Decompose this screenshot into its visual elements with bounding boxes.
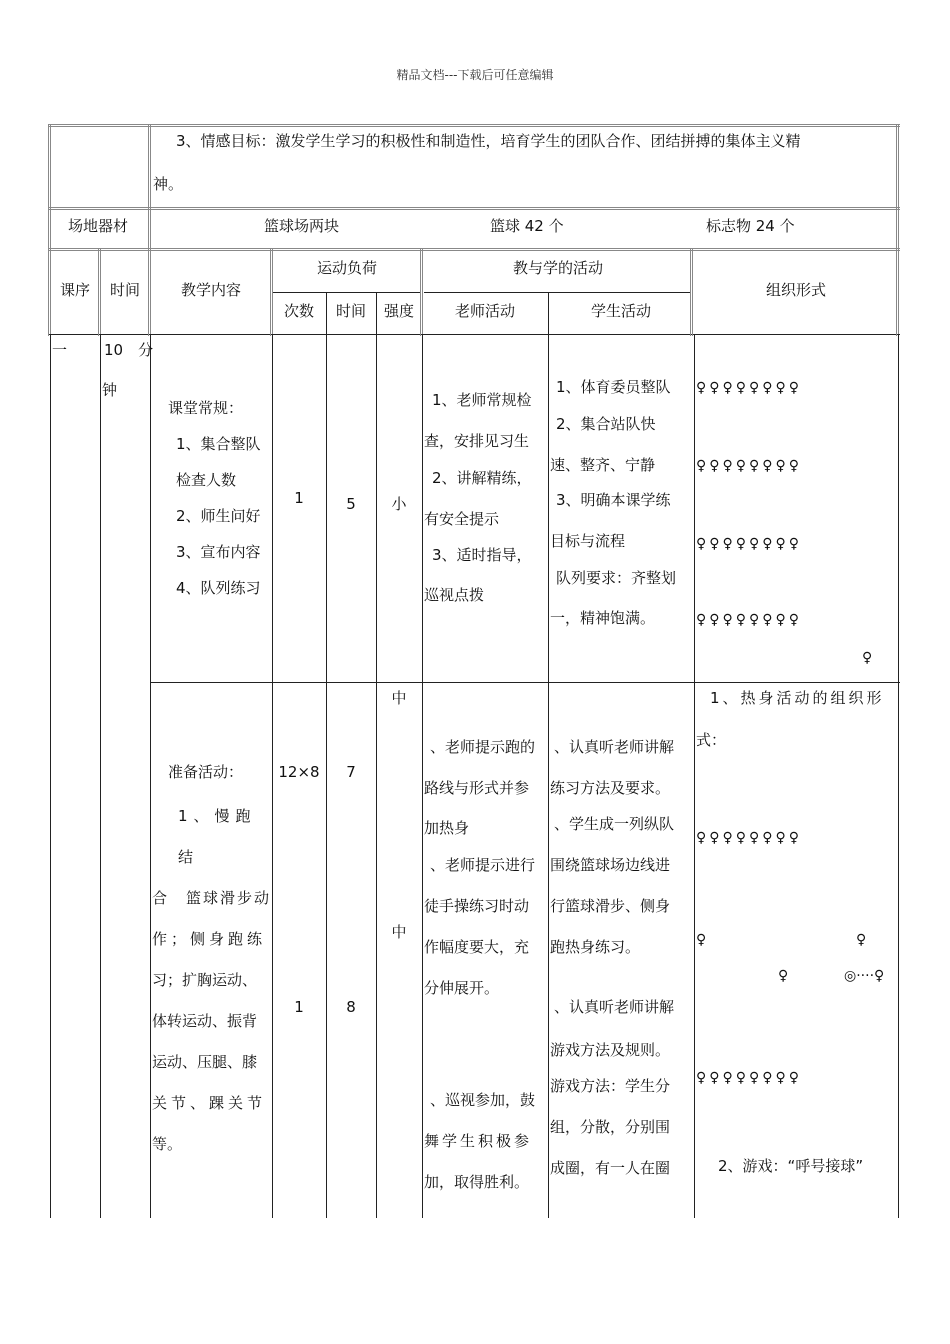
content-line: 1、集合整队: [176, 435, 261, 453]
content-line: 课堂常规：: [168, 399, 244, 417]
formation-marker-left: ♀: [696, 932, 710, 948]
game-label: 2、游戏：“呼号接球”: [718, 1157, 864, 1175]
content-line: 作；侧身跑练: [152, 930, 267, 948]
teacher-line: 舞学生积极参: [424, 1132, 533, 1150]
student-line: 、认真听老师讲解: [554, 738, 675, 756]
formation-row: ♀♀♀♀♀♀♀♀: [696, 830, 803, 846]
teacher-line: 作幅度要大，充: [424, 938, 530, 956]
student-line: 2、集合站队快: [556, 415, 656, 433]
student-line: 、认真听老师讲解: [554, 998, 675, 1016]
teacher-line: 加热身: [424, 819, 470, 837]
header-intensity: 强度: [383, 302, 414, 320]
teacher-line: 有安全提示: [424, 510, 500, 528]
teacher-line: 徒手操练习时动: [424, 897, 530, 915]
section2-count-1: 12×8: [278, 763, 320, 781]
section2-duration-2: 8: [346, 998, 356, 1016]
section1-intensity: 小: [391, 495, 407, 513]
section2-duration-1: 7: [346, 763, 356, 781]
venue-item-balls: 篮球 42 个: [490, 217, 564, 235]
content-line: 1、慢跑结: [178, 807, 257, 866]
student-line: 1、体育委员整队: [556, 378, 671, 396]
header-duration: 时间: [335, 302, 366, 320]
content-line: 等。: [152, 1135, 183, 1153]
venue-item-courts: 篮球场两块: [264, 217, 340, 235]
content-line: 4、队列练习: [176, 579, 261, 597]
header-student: 学生活动: [590, 302, 651, 320]
formation-row: ♀♀♀♀♀♀♀♀: [696, 380, 803, 396]
org-line: 1、热身活动的组织形: [710, 689, 885, 707]
student-line: 行篮球滑步、侧身: [550, 897, 671, 915]
student-line: 一，精神饱满。: [550, 609, 656, 627]
teacher-line: 分伸展开。: [424, 979, 500, 997]
section2-intensity-1: 中: [391, 689, 407, 707]
header-activities: 教与学的活动: [512, 259, 603, 277]
formation-leader: ♀: [862, 650, 876, 666]
section1-order: 一: [52, 341, 68, 359]
content-line: 3、宣布内容: [176, 543, 261, 561]
formation-row: ♀♀♀♀♀♀♀♀: [696, 536, 803, 552]
content-line: 关节、踝关节: [152, 1094, 267, 1112]
content-line: 习；扩胸运动、: [152, 971, 258, 989]
teacher-line: 、老师提示进行: [430, 856, 536, 874]
venue-item-markers: 标志物 24 个: [706, 217, 795, 235]
content-line: 检查人数: [176, 471, 237, 489]
section1-time-line: 10 分: [104, 341, 154, 359]
formation-row: ♀♀♀♀♀♀♀♀: [696, 458, 803, 474]
student-line: 3、明确本课学练: [556, 491, 671, 509]
student-line: 组，分散，分别围: [550, 1118, 671, 1136]
content-line: 2、师生问好: [176, 507, 261, 525]
header-count: 次数: [283, 302, 314, 320]
header-teacher: 老师活动: [454, 302, 515, 320]
student-line: 、学生成一列纵队: [554, 815, 675, 833]
teacher-line: 、巡视参加，鼓: [430, 1091, 536, 1109]
content-line: 体转运动、振背: [152, 1012, 258, 1030]
teacher-line: 3、适时指导，: [432, 546, 532, 564]
student-line: 速、整齐、宁静: [550, 456, 656, 474]
content-paragraph: [152, 796, 272, 1165]
content-line: 合 篮球滑步动: [152, 889, 272, 907]
student-line: 跑热身练习。: [550, 938, 641, 956]
formation-row: ♀♀♀♀♀♀♀♀: [696, 612, 803, 628]
teacher-line: 、老师提示跑的: [430, 738, 536, 756]
content-line: 准备活动：: [168, 763, 244, 781]
student-line: 队列要求：齐整划: [556, 569, 677, 587]
header-time: 时间: [109, 281, 140, 299]
formation-row: ♀♀♀♀♀♀♀♀: [696, 1070, 803, 1086]
org-line: 式：: [696, 731, 727, 749]
student-line: 目标与流程: [550, 532, 626, 550]
formation-marker-mid: ♀: [778, 968, 792, 984]
header-note: 精品文档---下载后可任意编辑: [396, 68, 554, 82]
teacher-line: 路线与形式并参: [424, 779, 530, 797]
section1-count: 1: [294, 489, 304, 507]
student-line: 围绕篮球场边线进: [550, 856, 671, 874]
header-load: 运动负荷: [316, 259, 377, 277]
formation-ball: ◎····♀: [844, 968, 885, 984]
section2-intensity-2: 中: [391, 923, 407, 941]
header-content: 教学内容: [180, 281, 241, 299]
student-line: 成圈，有一人在圈: [550, 1159, 671, 1177]
student-line: 练习方法及要求。: [550, 779, 671, 797]
section2-count-2: 1: [294, 998, 304, 1016]
header-organization: 组织形式: [765, 281, 826, 299]
objective-line-2: 神。: [153, 175, 184, 193]
student-line: 游戏方法：学生分: [550, 1077, 671, 1095]
header-order: 课序: [59, 281, 90, 299]
content-line: 运动、压腿、膝: [152, 1053, 258, 1071]
teacher-line: 巡视点拨: [424, 586, 485, 604]
section1-time-line: 钟: [102, 381, 118, 399]
teacher-line: 2、讲解精练，: [432, 469, 532, 487]
teacher-line: 查，安排见习生: [424, 432, 530, 450]
formation-marker-right: ♀: [856, 932, 870, 948]
objective-line-1: 3、情感目标：激发学生学习的积极性和制造性，培育学生的团队合作、团结拼搏的集体主义精: [176, 132, 801, 150]
student-line: 游戏方法及规则。: [550, 1041, 671, 1059]
teacher-line: 加，取得胜利。: [424, 1173, 530, 1191]
venue-label: 场地器材: [68, 217, 129, 235]
section1-duration: 5: [346, 495, 356, 513]
teacher-line: 1、老师常规检: [432, 391, 532, 409]
